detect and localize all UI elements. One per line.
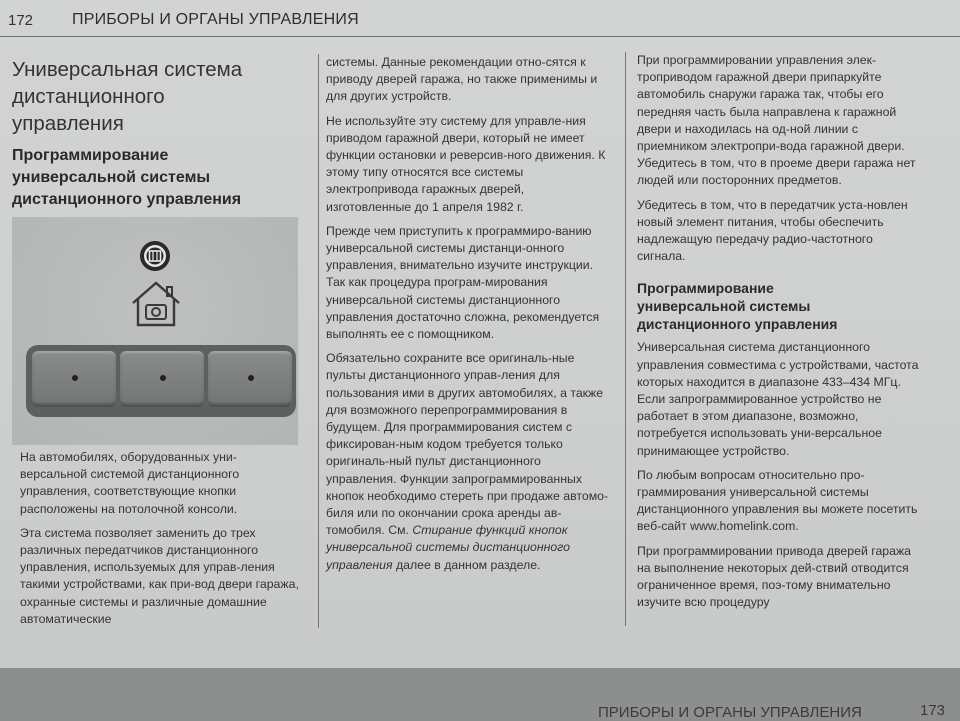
column-right — [637, 52, 921, 618]
paragraph: Обязательно сохраните все оригиналь-ные пульты дистанционного управ-ления для пользования ими в других автомобилях, а также для возможного перепрограммирования в будущем. Для программирования систем с фиксирован-ным кодом требуется только оригиналь-ный пульт дистанционного управления. Функции запрограммированных кнопок необходимо стереть при продаже автомо-биля или по окончании срока аренды ав-томобиля. См. Стирание функций кнопок универсальной системы дистанционного управления далее в данном разделе. — [326, 351, 609, 572]
garage-house-icon — [129, 279, 183, 329]
button-dot-icon — [248, 375, 254, 381]
page-header — [0, 0, 960, 37]
page-number: 172 — [8, 12, 34, 29]
paragraph: Эта система позволяет заменить до трех различных передатчиков дистанционного управления, используемых для управ-ления такими устройствами, как при-вод двери гаража, охранные системы и различные домашние автоматические — [20, 525, 299, 626]
paragraph: Не используйте эту систему для управле-ния приводом гаражной двери, который не имеет функции остановки и реверсив-ного движения. К этому типу относятся все системы электропривода гаражных дверей, изготовленные до 1 апреля 1982 г. — [326, 113, 606, 214]
column-divider — [625, 52, 626, 626]
paragraph: системы. Данные рекомендации отно-сятся к приводу дверей гаража, но также применимы и для других устройств. — [326, 55, 598, 104]
homelink-button-panel — [26, 345, 296, 417]
button-dot-icon — [72, 375, 78, 381]
paragraph: Прежде чем приступить к программиро-ванию универсальной системы дистанци-онного управления, внимательно изучите инструкции. Так как процедура програм-мирования универсальной системы дистанционного управления достаточно сложна, рекомендуется выполнять ее с помощником. — [326, 223, 600, 342]
overhead-console-figure — [12, 217, 298, 445]
column-left — [12, 56, 302, 635]
paragraph: По любым вопросам относительно про-граммирования универсальной системы дистанционного управления вы можете посетить веб-сайт www.homelink.com. — [637, 467, 918, 534]
cross-reference: Стирание функций кнопок универсальной системы дистанционного управления — [326, 523, 571, 572]
homelink-button-1 — [32, 351, 116, 407]
homelink-button-2 — [120, 351, 204, 407]
next-page-header: ПРИБОРЫ И ОРГАНЫ УПРАВЛЕНИЯ — [598, 704, 862, 721]
column-divider — [318, 54, 319, 628]
homelink-button-3 — [208, 351, 292, 407]
paragraph: На автомобилях, оборудованных уни-версальной системой дистанционного управления, соответствующие кнопки расположены на потолочной консоли. — [20, 450, 240, 516]
subsection-title: Программирование универсальной системы дистанционного управления — [12, 147, 242, 208]
column-middle — [326, 54, 610, 581]
next-page-number: 173 — [920, 702, 946, 719]
paragraph: Универсальная система дистанционного управления совместима с устройствами, частота которых находится в диапазоне 433–434 МГц. Если запрограммированное устройство не работает в этом диапазоне, возможно, потребуется использовать уни-версальное принимающее устройство. — [637, 340, 919, 458]
chapter-title: ПРИБОРЫ И ОРГАНЫ УПРАВЛЕНИЯ — [72, 11, 359, 28]
subsection-title: Программирование универсальной системы дистанционного управления — [637, 280, 838, 333]
section-title: Универсальная система дистанционного управления — [12, 58, 243, 135]
paragraph: Убедитесь в том, что в передатчик уста-новлен новый элемент питания, чтобы обеспечить надлежащую передачу радио-частотного сигнала. — [637, 197, 908, 264]
indicator-light-icon — [138, 239, 172, 273]
button-dot-icon — [160, 375, 166, 381]
paragraph: При программировании привода дверей гаража на выполнение некоторых дей-ствий отводится ограниченное время, поэ-тому внимательно изучите всю процедуру — [637, 543, 912, 610]
paragraph: При программировании управления элек-троприводом гаражной двери припаркуйте автомобиль снаружи гаража так, чтобы его передняя часть была направлена к гаражной двери и находилась на од-ной линии с приемником электропри-вода гаражной двери. Убедитесь в том, что в проеме двери гаража нет людей или посторонних предметов. — [637, 53, 916, 188]
